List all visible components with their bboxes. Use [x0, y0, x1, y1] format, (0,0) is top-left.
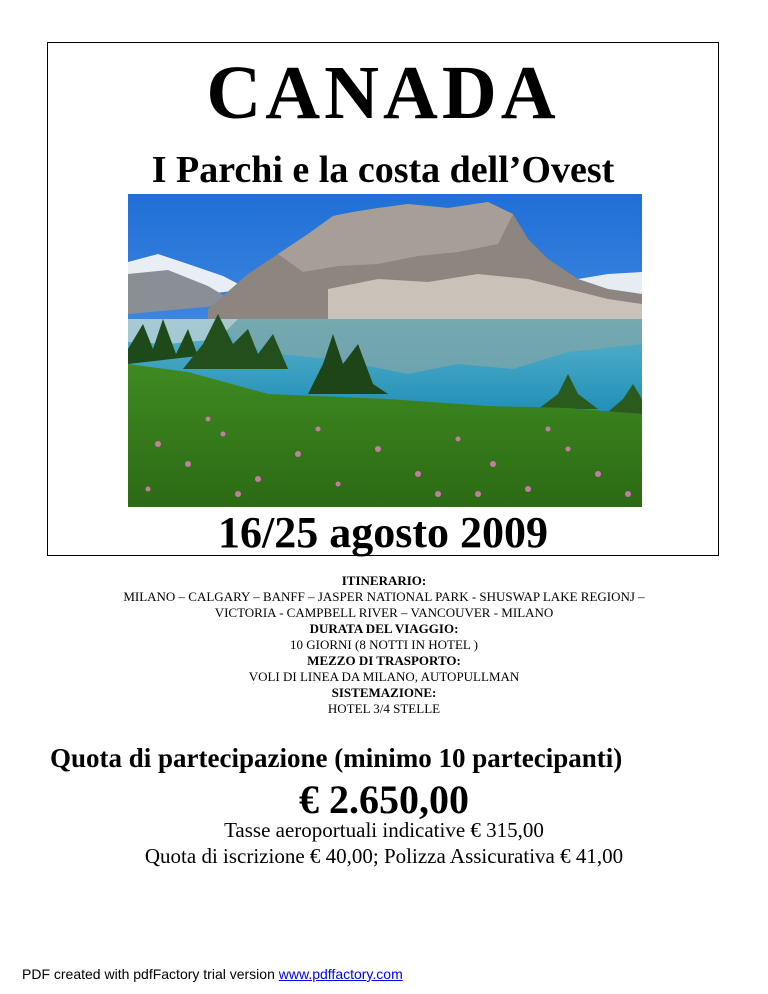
itinerary-line-1: MILANO – CALGARY – BANFF – JASPER NATIONAL PARK - SHUSWAP LAKE REGIONJ – — [123, 589, 645, 604]
trip-info — [0, 573, 768, 717]
pdf-footer — [22, 966, 403, 982]
travel-dates: 16/25 agosto 2009 — [218, 508, 548, 557]
duration-heading: DURATA DEL VIAGGIO: — [309, 621, 459, 636]
transport-heading: MEZZO DI TRASPORTO: — [307, 653, 461, 668]
landscape-photo — [128, 194, 642, 507]
pdffactory-link[interactable]: www.pdffactory.com — [278, 966, 403, 982]
poster-frame — [47, 42, 719, 556]
accommodation-heading: SISTEMAZIONE: — [331, 685, 437, 700]
itinerary-line-2: VICTORIA - CAMPBELL RIVER – VANCOUVER - MILANO — [214, 605, 554, 620]
itinerary-heading: ITINERARIO: — [341, 573, 427, 588]
duration-value: 10 GIORNI (8 NOTTI IN HOTEL ) — [290, 637, 478, 652]
footer-text: PDF created with pdfFactory trial version — [22, 966, 279, 982]
mountain-lake-image — [128, 194, 642, 507]
transport-value: VOLI DI LINEA DA MILANO, AUTOPULLMAN — [248, 669, 520, 684]
registration-insurance: Quota di iscrizione € 40,00; Polizza Assicurativa € 41,00 — [144, 844, 624, 868]
accommodation-value: HOTEL 3/4 STELLE — [327, 701, 441, 716]
airport-taxes: Tasse aeroportuali indicative € 315,00 — [224, 818, 544, 842]
quota-title: Quota di partecipazione (minimo 10 partecipanti) — [50, 743, 623, 773]
price: € 2.650,00 — [299, 777, 469, 822]
poster-title: CANADA — [206, 51, 560, 135]
poster-subtitle: I Parchi e la costa dell’Ovest — [151, 149, 615, 191]
